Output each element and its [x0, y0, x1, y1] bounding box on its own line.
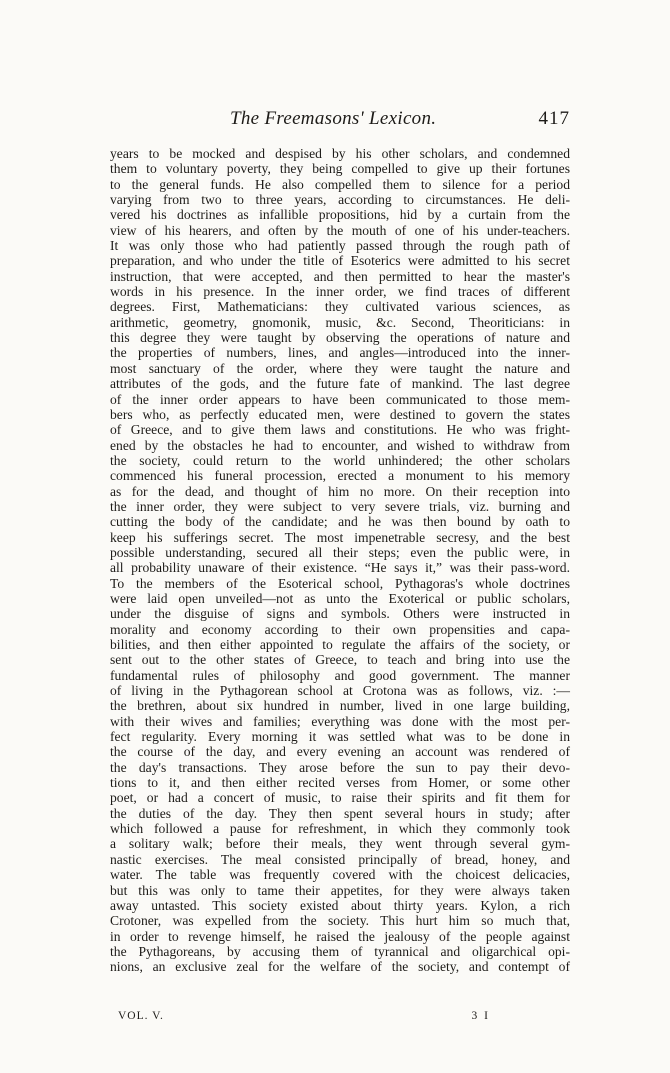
- page-footer: [110, 1010, 570, 1026]
- text-line: the brethren, about six hundred in number, lived in one large building,: [110, 698, 570, 714]
- body-text: [110, 146, 570, 975]
- text-line: with their wives and families; everything was done with the most per-: [110, 713, 570, 729]
- text-line: to the general funds. He also compelled them to silence for a period: [110, 176, 570, 192]
- text-line: varying from two to three years, according to circumstances. He deli-: [110, 192, 570, 208]
- text-line: bers who, as perfectly educated men, were destined to govern the states: [110, 406, 570, 422]
- text-line: view of his hearers, and often by the mouth of one of his under-teachers.: [110, 222, 570, 238]
- text-line: cutting the body of the candidate; and he was then bound by oath to: [110, 514, 570, 530]
- text-line: this degree they were taught by observing the operations of nature and: [110, 330, 570, 346]
- volume-label: VOL. V.: [118, 1010, 164, 1022]
- text-line: of Greece, and to give them laws and constitutions. He who was fright-: [110, 422, 570, 438]
- text-line: under the disguise of signs and symbols. Others were instructed in: [110, 606, 570, 622]
- text-line: them to voluntary poverty, they being compelled to give up their fortunes: [110, 161, 570, 177]
- text-line: the society, could return to the world unhindered; the other scholars: [110, 452, 570, 468]
- running-title: The Freemasons' Lexicon.: [230, 108, 437, 129]
- text-line: attributes of the gods, and the future fate of mankind. The last degree: [110, 376, 570, 392]
- text-line: preparation, and who under the title of Esoterics were admitted to his secret: [110, 253, 570, 269]
- text-line: but this was only to tame their appetites, for they were always taken: [110, 882, 570, 898]
- text-line: the course of the day, and every evening an account was rendered of: [110, 744, 570, 760]
- text-line: the inner order, they were subject to very severe trials, viz. burning and: [110, 498, 570, 514]
- text-line: the duties of the day. They then spent several hours in study; after: [110, 805, 570, 821]
- text-line: as for the dead, and thought of him no more. On their reception into: [110, 483, 570, 499]
- text-line: commenced his funeral procession, erected a monument to his memory: [110, 468, 570, 484]
- text-line: the day's transactions. They arose before the sun to pay their devo-: [110, 759, 570, 775]
- text-line: fect regularity. Every morning it was settled what was to be done in: [110, 729, 570, 745]
- text-line: words in his presence. In the inner order, we find traces of different: [110, 284, 570, 300]
- text-line: degrees. First, Mathematicians: they cultivated various sciences, as: [110, 299, 570, 315]
- text-line: ened by the obstacles he had to encounter, and wished to withdraw from: [110, 437, 570, 453]
- text-line: fundamental rules of philosophy and good government. The manner: [110, 667, 570, 683]
- signature-mark: 3 I: [471, 1010, 490, 1022]
- text-line: To the members of the Esoterical school, Pythagoras's whole doctrines: [110, 575, 570, 591]
- text-line: were laid open unveiled—not as unto the Exoterical or public scholars,: [110, 590, 570, 606]
- text-line: nastic exercises. The meal consisted principally of bread, honey, and: [110, 851, 570, 867]
- text-line: of the inner order appears to have been communicated to those mem-: [110, 391, 570, 407]
- text-line: bilities, and then either appointed to regulate the affairs of the society, or: [110, 637, 570, 652]
- text-line: possible understanding, secured all their steps; even the public were, in: [110, 544, 570, 560]
- text-line: nions, an exclusive zeal for the welfare of the society, and contempt of: [110, 959, 570, 975]
- text-line: most sanctuary of the order, where they were taught the nature and: [110, 360, 570, 376]
- page-header: [110, 108, 570, 132]
- text-line: morality and economy according to their own propensities and capa-: [110, 621, 570, 637]
- text-line: away untasted. This society existed about thirty years. Kylon, a rich: [110, 897, 570, 913]
- text-line: arithmetic, geometry, gnomonik, music, &c. Second, Theoriticians: in: [110, 314, 570, 330]
- text-line: It was only those who had patiently passed through the rough path of: [110, 238, 570, 254]
- text-line: the properties of numbers, lines, and angles—introduced into the inner-: [110, 345, 570, 361]
- text-line: keep his sufferings secret. The most impenetrable secresy, and the best: [110, 529, 570, 545]
- page-number: 417: [538, 108, 570, 129]
- text-line: sent out to the other states of Greece, to teach and bring into use the: [110, 652, 570, 668]
- text-line: the Pythagoreans, by accusing them of tyrannical and oligarchical opi-: [110, 943, 570, 959]
- text-line: poet, or had a concert of music, to raise their spirits and fit them for: [110, 790, 570, 806]
- text-line: in order to revenge himself, he raised the jealousy of the people against: [110, 928, 570, 944]
- text-line: vered his doctrines as infallible propositions, hid by a curtain from the: [110, 207, 570, 223]
- text-line: a solitary walk; before their meals, they went through several gym-: [110, 836, 570, 852]
- text-line: of living in the Pythagorean school at Crotona was as follows, viz. :—: [110, 683, 570, 699]
- text-line: all probability unaware of their existence. “He says it,” was their pass-word.: [110, 560, 570, 576]
- text-line: which followed a pause for refreshment, in which they commonly took: [110, 821, 570, 837]
- text-line: water. The table was frequently covered with the choicest delicacies,: [110, 867, 570, 883]
- text-line: years to be mocked and despised by his other scholars, and condemned: [110, 146, 570, 161]
- text-line: Crotoner, was expelled from the society. This hurt him so much that,: [110, 913, 570, 929]
- text-line: tions to it, and then either recited verses from Homer, or some other: [110, 775, 570, 791]
- text-line: instruction, that were accepted, and then permitted to hear the master's: [110, 268, 570, 284]
